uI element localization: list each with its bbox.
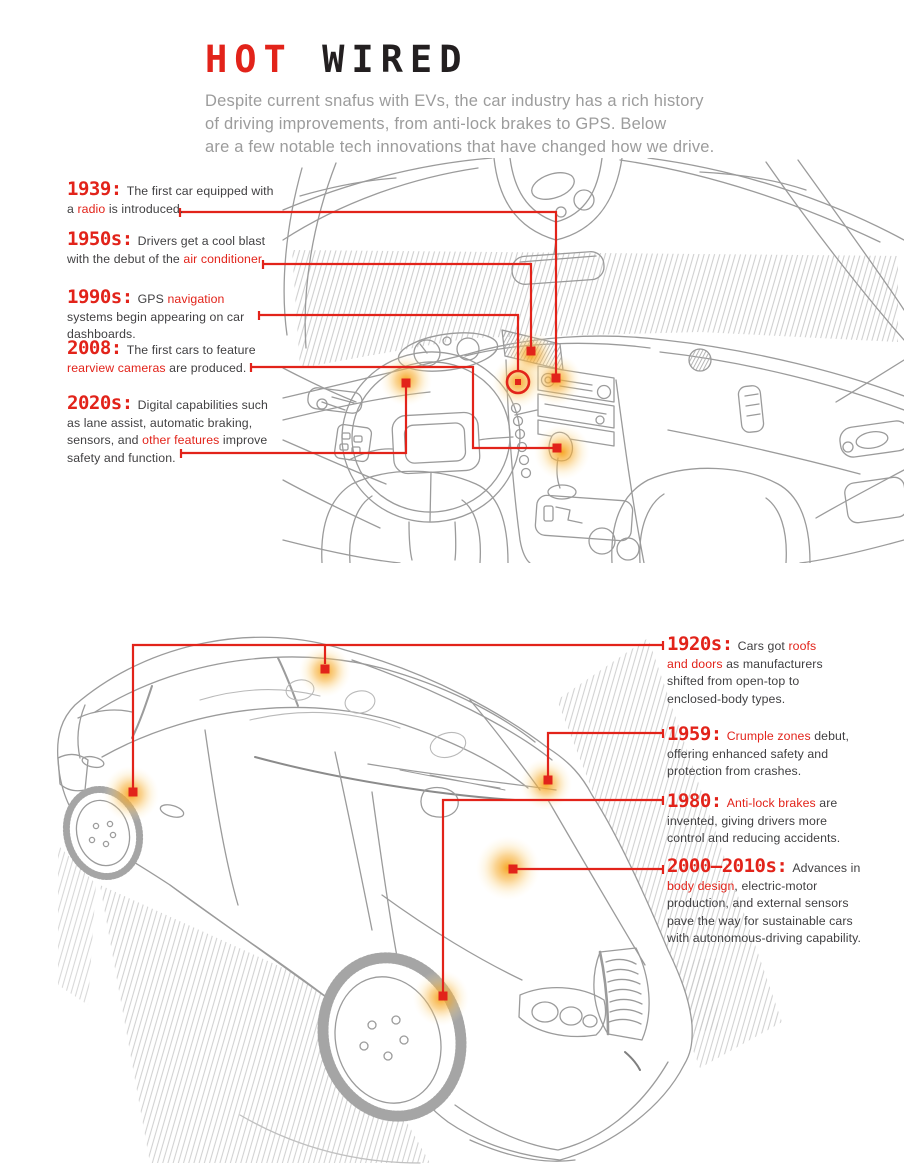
year-label-1980: 1980: — [667, 790, 722, 812]
header — [205, 40, 714, 159]
year-label-1939: 1939: — [67, 178, 122, 200]
timeline-note-1920s: 1920s: Cars got roofs and doors as manufacturers shifted from open-top to enclosed-body types. — [667, 633, 823, 706]
timeline-note-1939: 1939: The first car equipped with a radio is introduced. — [67, 178, 274, 216]
timeline-note-2000s: 2000–2010s: Advances in body design, electric-motor production, and external sensors pave the way for sustainable cars with autonomous-driving capability. — [667, 855, 861, 945]
year-label-1959: 1959: — [667, 723, 722, 745]
timeline-note-1990s: 1990s: GPS navigation systems begin appearing on car dashboards. — [67, 286, 245, 341]
intro-line: of driving improvements, from anti-lock brakes to GPS. Below — [205, 115, 667, 133]
timeline-note-1980: 1980: Anti-lock brakes are invented, giving drivers more control and reducing accidents. — [667, 790, 841, 845]
timeline-note-1959: 1959: Crumple zones debut, offering enhanced safety and protection from crashes. — [667, 723, 850, 778]
overhead-console — [494, 158, 622, 254]
timeline-note-2020s: 2020s: Digital capabilities such as lane assist, automatic braking, sensors, and other features improve safety and function. — [67, 392, 268, 465]
year-label-1920s: 1920s: — [667, 633, 733, 655]
passenger-dash — [668, 349, 860, 474]
year-label-2020s: 2020s: — [67, 392, 133, 414]
year-label-1950s: 1950s: — [67, 228, 133, 250]
page-title — [205, 40, 714, 80]
year-label-2000s: 2000–2010s: — [667, 855, 788, 877]
intro-paragraph — [205, 90, 714, 159]
year-label-1990s: 1990s: — [67, 286, 133, 308]
windshield-hatch-shading — [292, 250, 898, 368]
title-hot: HOT — [205, 38, 293, 81]
timeline-note-2008: 2008: The first cars to feature rearview cameras are produced. — [67, 337, 256, 375]
year-label-2008: 2008: — [67, 337, 122, 359]
intro-line: Despite current snafus with EVs, the car industry has a rich history — [205, 92, 704, 110]
title-wired: WIRED — [322, 38, 469, 81]
timeline-note-1950s: 1950s: Drivers get a cool blast with the debut of the air conditioner. — [67, 228, 266, 266]
gear-shifter — [535, 432, 639, 560]
left-door-panel — [283, 368, 400, 563]
intro-line: are a few notable tech innovations that have changed how we drive. — [205, 138, 715, 156]
